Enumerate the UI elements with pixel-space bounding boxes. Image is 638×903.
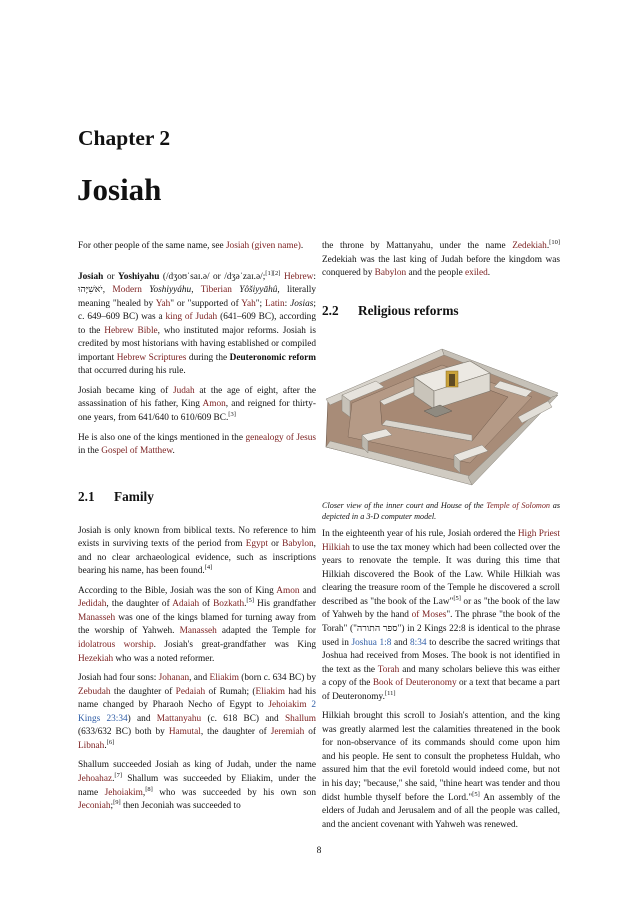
link-jehoiakim[interactable]: Jehoiakim [104,787,143,798]
bold-deuteronomic-reform: Deuteronomic reform [229,352,316,363]
citation[interactable]: [3] [228,410,236,418]
link-joshua-1-8[interactable]: Joshua 1:8 [351,637,392,648]
citation[interactable]: [7] [114,771,122,779]
citation[interactable]: [9] [113,798,121,806]
link-idolatrous-worship[interactable]: idolatrous worship [78,640,154,651]
citation[interactable]: [5] [246,597,255,605]
link-latin[interactable]: Latin [265,298,285,309]
citation[interactable]: [8] [145,785,153,793]
paragraph-became-king: Josiah became king of Judah at the age of eight, after the assassination of his father, King Amon, and reigned for thirty-one years, from 641/640 to 610/609 BC.[3] [78,385,316,424]
link-eliakim[interactable]: Eliakim [255,686,285,697]
link-high-priest-hilkiah[interactable]: High Priest Hilkiah [322,529,560,553]
bold-yoshiyahu: Yoshiyahu [118,271,160,282]
citation[interactable]: [6] [106,738,115,746]
bold-josiah: Josiah [78,271,104,282]
paragraph-sons: Josiah had four sons: Johanan, and Eliakim (born c. 634 BC) by Zebudah the daughter of Pedaiah of Rumah; (Eliakim had his name changed by Pharaoh Necho of Egypt to Jehoiakim 2 Kings 23:34) and Mattanyahu (c. 618 BC) and Shallum (633/632 BC) both by Hamutal, the daughter of Jeremiah of Libnah.[6] [78,673,316,751]
link-amon[interactable]: Amon [276,585,300,596]
paragraph-parents: According to the Bible, Josiah was the son of King Amon and Jedidah, the daughter of Adaiah of Bozkath.[5] His grandfather Manasseh was one of the kings blamed for turning away from the worship of Yahweh. Manasseh adapted the Temple for idolatrous worship. Josiah's great-grandfather was King Hezekiah who was a noted reformer. [78,585,316,664]
citation[interactable]: [10] [549,238,560,246]
link-bozkath[interactable]: Bozkath [213,599,245,610]
paragraph-family-sources: Josiah is only known from biblical texts. No reference to him exists in surviving texts of the period from Egypt or Babylon, and no clear archaeological evidence, such as inscriptions bearing his name, has been found.[4] [78,525,316,577]
link-mattanyahu[interactable]: Mattanyahu [156,713,202,724]
citation[interactable]: [5] [472,790,480,798]
link-pedaiah[interactable]: Pedaiah [175,686,206,697]
article-title: Josiah [77,172,162,207]
link-hebrew-bible[interactable]: Hebrew Bible [104,325,158,336]
left-column [78,240,316,820]
right-column [322,240,560,838]
link-hebrew[interactable]: Hebrew [283,271,314,282]
figure-caption: Closer view of the inner court and House of the Temple of Solomon as depicted in a 3-D computer model. [322,501,561,522]
link-judah[interactable]: Judah [172,385,195,396]
link-shallum[interactable]: Shallum [285,713,316,724]
page-number: 8 [316,846,322,856]
link-babylon[interactable]: Babylon [282,539,314,550]
link-king-of-judah[interactable]: king of Judah [165,312,218,323]
link-modern-hebrew[interactable]: Modern [112,285,142,296]
link-amon[interactable]: Amon [202,399,226,410]
intro-paragraph: Josiah or Yoshiyahu (/dʒoʊˈsaɪ.ə/ or /dʒəˈzaɪ.ə/;[1][2] Hebrew: יֹאשִׁיָּהוּ, Modern Yoshiyyáhu, Tiberian Yôšiyyāhû, literally meaning "healed by Yah" or "supported of Yah"; Latin: Josias; c. 649–609 BC) was a king of Judah (641–609 BC), according to the Hebrew Bible, who instituted major reforms. Josiah is credited by most historians with having established or compiled important Hebrew Scriptures during the Deuteronomic reform that occurred during his rule. [78,269,316,377]
link-genealogy-of-jesus[interactable]: genealogy of Jesus [245,432,316,443]
link-zedekiah[interactable]: Zedekiah [512,241,547,251]
citation[interactable]: [5] [453,594,461,602]
link-manasseh[interactable]: Manasseh [179,626,217,637]
link-temple-of-solomon[interactable]: Temple of Solomon [486,501,551,511]
link-hezekiah[interactable]: Hezekiah [78,653,114,664]
link-jehoiakim[interactable]: Jehoiakim [268,700,307,711]
hebrew-phrase: ספר התורה [356,624,398,635]
paragraph-zedekiah: the throne by Mattanyahu, under the name Zedekiah.[10] Zedekiah was the last king of Judah before the kingdom was conquered by Babylon and the people exiled. [322,238,560,279]
section-heading-family: 2.1 Family [78,488,154,504]
link-torah[interactable]: Torah [377,664,400,675]
link-joshua-8-34[interactable]: 8:34 [410,637,427,648]
link-jehoahaz[interactable]: Jehoahaz [78,773,113,784]
link-libnah[interactable]: Libnah [78,740,105,751]
link-tiberian[interactable]: Tiberian [200,285,232,296]
link-zebudah[interactable]: Zebudah [78,686,111,697]
hebrew-name: יֹאשִׁיָּהוּ [78,285,103,296]
link-of-moses[interactable]: of Moses [411,610,447,621]
section-heading-religious-reforms: 2.2 Religious reforms [322,302,459,318]
link-jeconiah[interactable]: Jeconiah [78,801,111,812]
link-jeremiah[interactable]: Jeremiah [270,727,305,738]
link-egypt[interactable]: Egypt [245,539,268,550]
paragraph-book-of-law: In the eighteenth year of his rule, Josiah ordered the High Priest Hilkiah to use the tax money which had been collected over the years to renovate the temple. It was during this time that Hilkiah discovered the Book of the Law. While Hilkiah was clearing the treasure room of the Temple he discovered a scroll described as "the book of the Law"[5] or as "the book of the law of Yahweh by the hand of Moses". The phrase "the book of the Torah" ("ספר התורה") in 2 Kings 22:8 is identical to the phrase used in Joshua 1:8 and 8:34 to describe the sacred writings that Joshua had received from Moses. The book is not identified in the text as the Torah and many scholars believe this was either a copy of the Book of Deuteronomy or a text that became a part of Deuteronomy.[11] [322,529,561,702]
link-babylon[interactable]: Babylon [374,268,407,279]
link-yah[interactable]: Yah [155,298,171,309]
link-hebrew-scriptures[interactable]: Hebrew Scriptures [116,352,187,363]
hatnote: For other people of the same name, see Josiah (given name). [78,241,304,251]
citation[interactable]: [1][2] [265,269,281,277]
link-yah[interactable]: Yah [241,298,256,309]
temple-model-image [322,337,560,489]
link-johanan[interactable]: Johanan [158,673,190,684]
link-gospel-of-matthew[interactable]: Gospel of Matthew [101,446,173,457]
paragraph-succession: Shallum succeeded Josiah as king of Judah, under the name Jehoahaz.[7] Shallum was succeeded by Eliakim, under the name Jehoiakim,[8] who was succeeded by his own son Jeconiah;[9] then Jeconiah was succeeded to [78,760,316,812]
link-hamutal[interactable]: Hamutal [168,727,201,738]
paragraph-huldah: Hilkiah brought this scroll to Josiah's attention, and the king was greatly alarmed lest the calamities threatened in the book for non-observance of its commands should come upon him and his people. He sent to consult the prophetess Huldah, who assured him that the evil foretold would indeed come, but not in his day; "because," she said, "thine heart was tender and thou didst humble thyself before the Lord."[5] An assembly of the elders of Judah and Jerusalem and of all the people was called, and the ancient covenant with Yahweh was renewed. [322,711,560,830]
link-eliakim[interactable]: Eliakim [209,673,239,684]
citation[interactable]: [4] [204,564,213,572]
citation[interactable]: [11] [384,689,396,697]
link-exiled[interactable]: exiled [465,268,488,279]
link-adaiah[interactable]: Adaiah [172,599,200,610]
chapter-label: Chapter 2 [78,126,171,150]
link-2-kings-23-34[interactable]: 2 Kings 23:34 [78,700,316,724]
link-josiah-given-name[interactable]: Josiah (given name) [225,241,301,251]
paragraph-genealogy: He is also one of the kings mentioned in the genealogy of Jesus in the Gospel of Matthew. [78,432,316,457]
link-book-of-deuteronomy[interactable]: Book of Deuteronomy [372,678,457,689]
link-manasseh[interactable]: Manasseh [78,612,116,623]
link-jedidah[interactable]: Jedidah [78,599,107,610]
